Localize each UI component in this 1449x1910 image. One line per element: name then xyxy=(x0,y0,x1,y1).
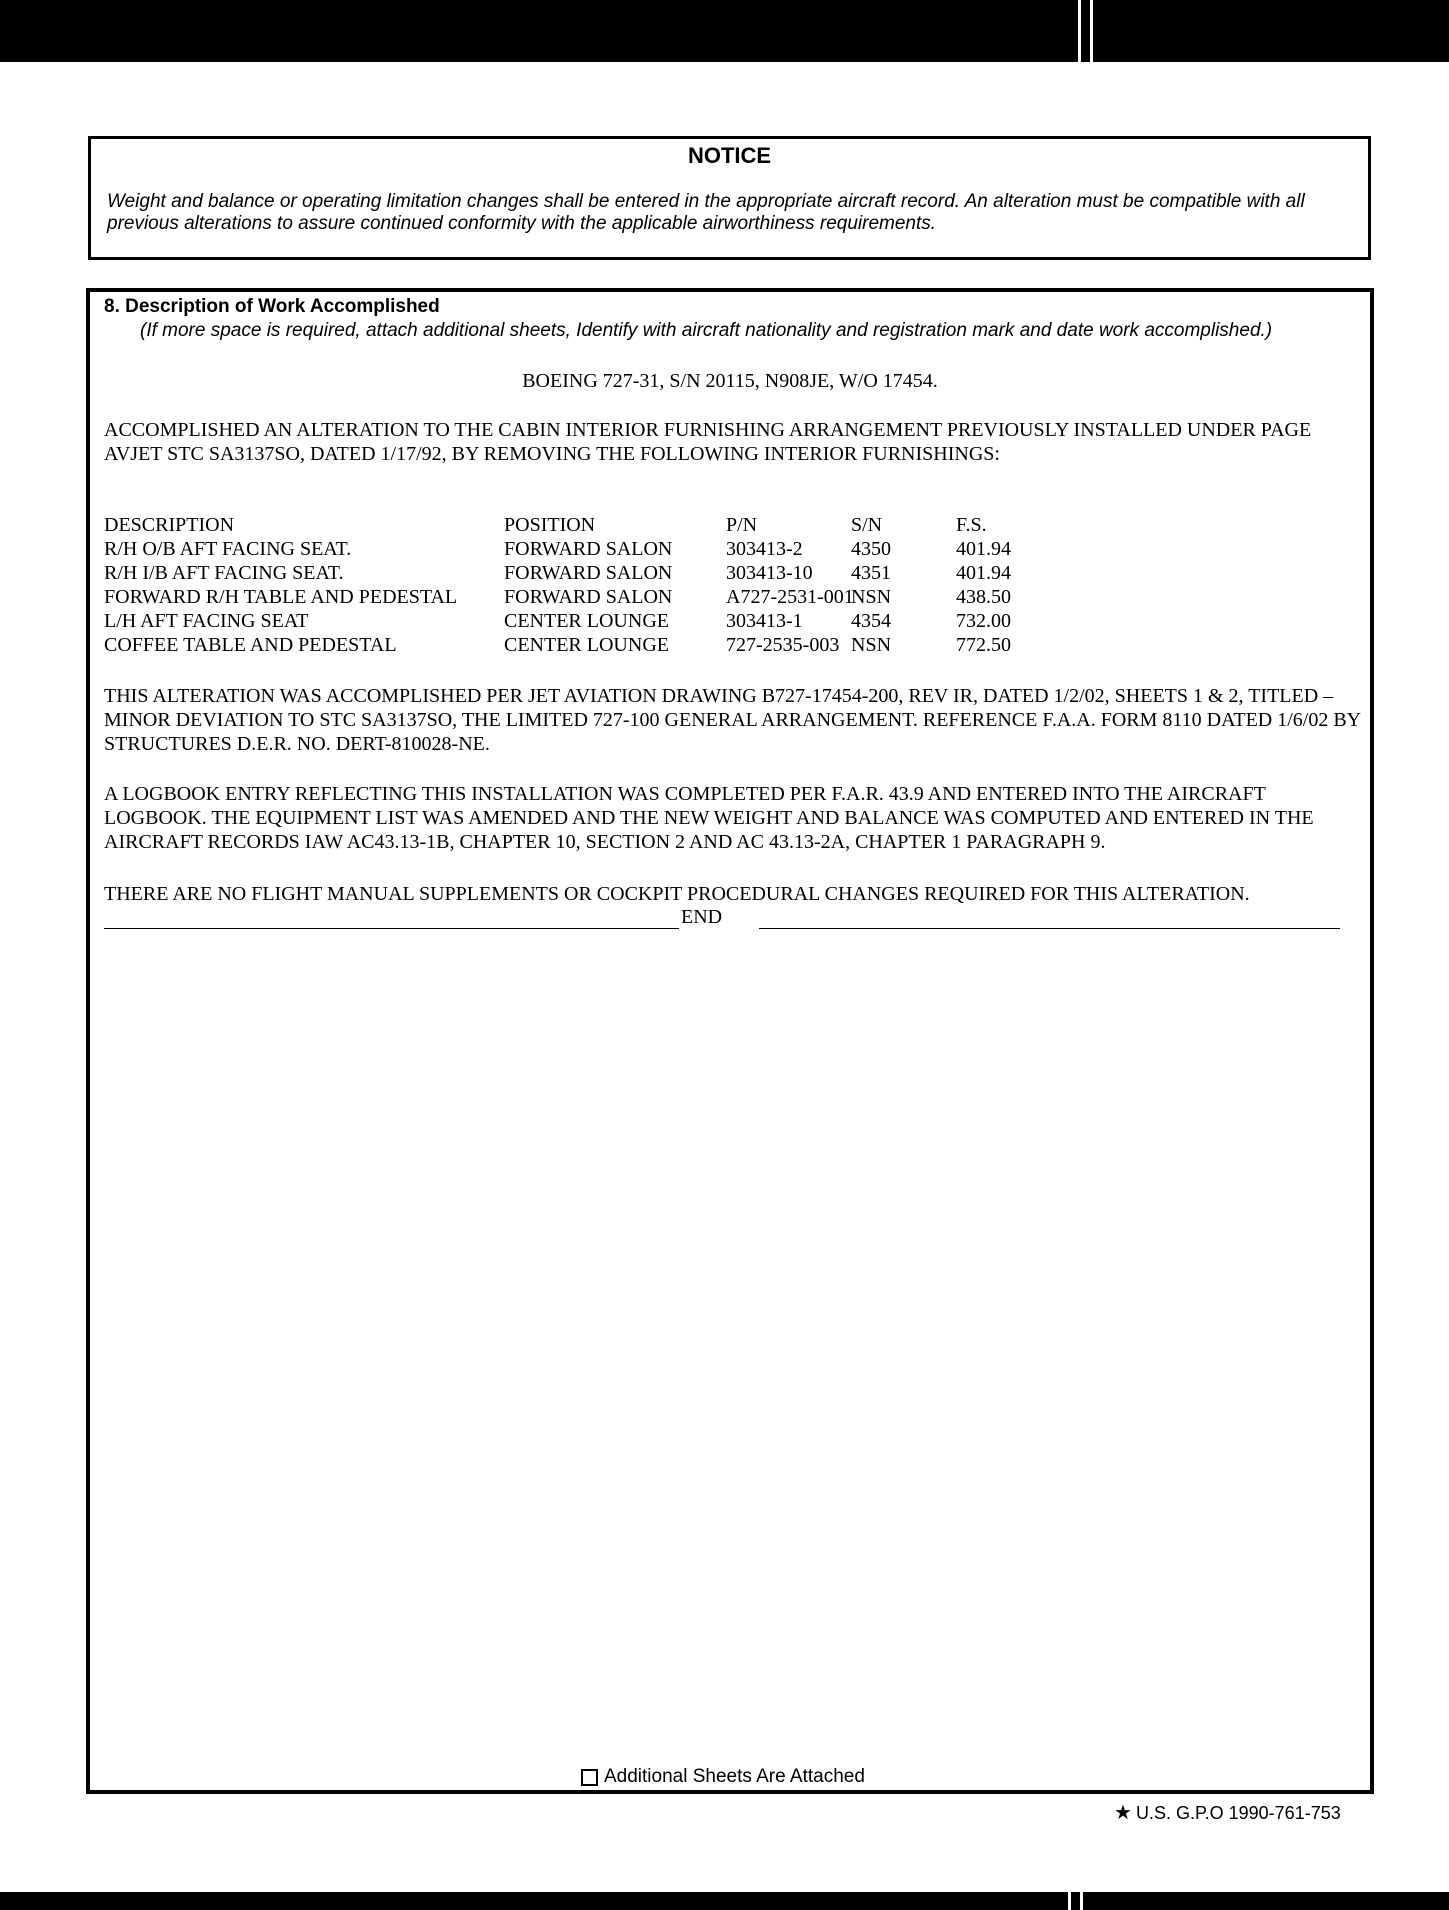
notice-text: Weight and balance or operating limitation changes shall be entered in the appropriate aircraft record. An alteration must be compatible with all previous alterations to assure continued conformity with the applicable airworthiness requirements. xyxy=(107,191,1305,234)
cell-fuselage-station: 732.00 xyxy=(956,610,1011,632)
cell-position: CENTER LOUNGE xyxy=(504,610,669,632)
cell-position: CENTER LOUNGE xyxy=(504,634,669,656)
cell-part-number: 727-2535-003 xyxy=(726,634,840,656)
table-row xyxy=(104,634,1104,658)
end-marker-line xyxy=(104,906,1340,930)
work-description-box xyxy=(86,288,1374,1794)
table-header-row xyxy=(104,514,1104,538)
notice-box xyxy=(88,136,1371,260)
table-row xyxy=(104,562,1104,586)
header-part-number: P/N xyxy=(726,514,758,536)
logbook-paragraph: A LOGBOOK ENTRY REFLECTING THIS INSTALLATION WAS COMPLETED PER F.A.R. 43.9 AND ENTERED INTO THE AIRCRAFT LOGBOOK. THE EQUIPMENT LIST WAS AMENDED AND THE NEW WEIGHT AND BALANCE WAS COMPUTED AND ENTERED IN THE AIRCRAFT RECORDS IAW AC43.13-1B, CHAPTER 10, SECTION 2 AND AC 43.13-2A, CHAPTER 1 PARAGRAPH 9. xyxy=(104,783,1314,853)
cell-part-number: A727-2531-001 xyxy=(726,586,854,608)
cell-serial-number: NSN xyxy=(851,586,892,608)
cell-position: FORWARD SALON xyxy=(504,586,673,608)
flight-manual-paragraph: THERE ARE NO FLIGHT MANUAL SUPPLEMENTS OR COCKPIT PROCEDURAL CHANGES REQUIRED FOR THIS ALTERATION. xyxy=(104,883,1250,905)
scan-border-top xyxy=(0,0,1449,62)
cell-fuselage-station: 401.94 xyxy=(956,538,1011,560)
cell-serial-number: NSN xyxy=(851,634,892,656)
gpo-code: U.S. G.P.O 1990-761-753 xyxy=(1135,1803,1341,1823)
section-instructions: (If more space is required, attach additional sheets, Identify with aircraft nationality and registration mark and date work accomplished.) xyxy=(140,320,1273,341)
additional-sheets-option[interactable] xyxy=(581,1766,865,1788)
cell-part-number: 303413-10 xyxy=(726,562,813,584)
cell-part-number: 303413-1 xyxy=(726,610,803,632)
header-fuselage-station: F.S. xyxy=(956,514,987,536)
table-row xyxy=(104,538,1104,562)
cell-fuselage-station: 401.94 xyxy=(956,562,1011,584)
drawing-reference-paragraph: THIS ALTERATION WAS ACCOMPLISHED PER JET AVIATION DRAWING B727-17454-200, REV IR, DATED 1/2/02, SHEETS 1 & 2, TITLED – MINOR DEVIATION TO STC SA3137SO, THE LIMITED 727-100 GENERAL ARRANGEMENT. REFERENCE F.A.A. FORM 8110 DATED 1/6/02 BY STRUCTURES D.E.R. NO. DERT-810028-NE. xyxy=(104,685,1361,755)
cell-serial-number: 4350 xyxy=(851,538,891,560)
table-row xyxy=(104,610,1104,634)
notice-title: NOTICE xyxy=(687,143,772,168)
section-heading: 8. Description of Work Accomplished xyxy=(104,296,440,317)
cell-description: FORWARD R/H TABLE AND PEDESTAL xyxy=(104,586,458,608)
end-marker: END xyxy=(681,906,723,928)
cell-description: R/H I/B AFT FACING SEAT. xyxy=(104,562,344,584)
furnishings-table xyxy=(104,514,1104,658)
end-rule-left xyxy=(104,928,679,929)
end-rule-right xyxy=(759,928,1340,929)
cell-description: COFFEE TABLE AND PEDESTAL xyxy=(104,634,397,656)
cell-serial-number: 4351 xyxy=(851,562,891,584)
additional-sheets-checkbox[interactable] xyxy=(581,1769,598,1786)
additional-sheets-label: Additional Sheets Are Attached xyxy=(604,1766,865,1787)
cell-position: FORWARD SALON xyxy=(504,562,673,584)
star-icon: ★ xyxy=(1114,1802,1132,1824)
header-serial-number: S/N xyxy=(851,514,883,536)
cell-serial-number: 4354 xyxy=(851,610,891,632)
cell-position: FORWARD SALON xyxy=(504,538,673,560)
scan-border-bottom xyxy=(0,1892,1449,1910)
header-position: POSITION xyxy=(504,514,596,536)
header-description: DESCRIPTION xyxy=(104,514,235,536)
cell-description: L/H AFT FACING SEAT xyxy=(104,610,309,632)
gpo-footer xyxy=(1114,1800,1341,1825)
table-row xyxy=(104,586,1104,610)
cell-part-number: 303413-2 xyxy=(726,538,803,560)
aircraft-identification: BOEING 727-31, S/N 20115, N908JE, W/O 17454. xyxy=(522,370,938,392)
cell-fuselage-station: 772.50 xyxy=(956,634,1011,656)
alteration-paragraph: ACCOMPLISHED AN ALTERATION TO THE CABIN INTERIOR FURNISHING ARRANGEMENT PREVIOUSLY INSTALLED UNDER PAGE AVJET STC SA3137SO, DATED 1/17/92, BY REMOVING THE FOLLOWING INTERIOR FURNISHINGS: xyxy=(104,419,1312,465)
cell-description: R/H O/B AFT FACING SEAT. xyxy=(104,538,352,560)
cell-fuselage-station: 438.50 xyxy=(956,586,1011,608)
